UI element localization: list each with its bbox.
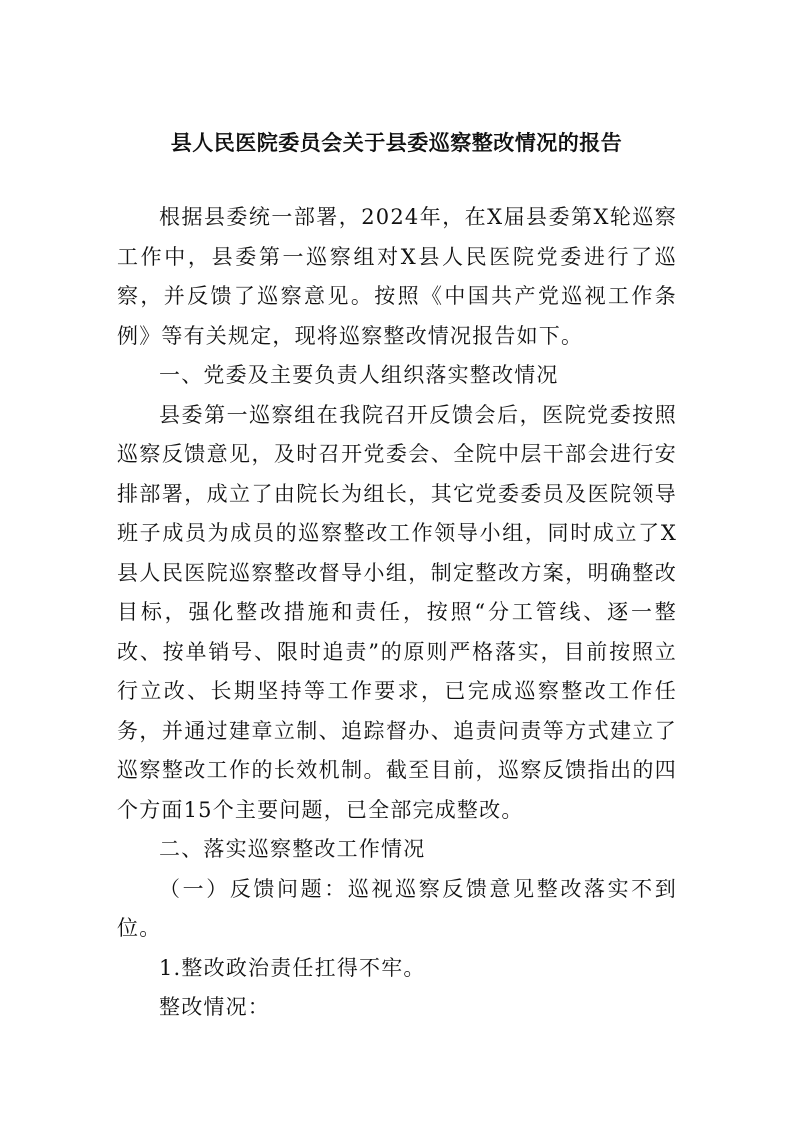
document-body: [117, 198, 677, 1028]
item-heading-1: 1.整改政治责任扛得不牢。: [159, 955, 426, 980]
subsection-heading-1: （一）反馈问题：巡视巡察反馈意见整改落实不到位。: [117, 876, 677, 940]
paragraph-section-1: 县委第一巡察组在我院召开反馈会后，医院党委按照巡察反馈意见，及时召开党委会、全院中层干部会进行安排部署，成立了由院长为组长，其它党委委员及医院领导班子成员为成员的巡察整改工作领导小组，同时成立了X县人民医院巡察整改督导小组，制定整改方案，明确整改目标，强化整改措施和责任，按照“分工管线、逐一整改、按单销号、限时追责”的原则严格落实，目前按照立行立改、长期坚持等工作要求，已完成巡察整改工作任务，并通过建章立制、追踪督办、追责问责等方式建立了巡察整改工作的长效机制。截至目前，巡察反馈指出的四个方面15个主要问题，已全部完成整改。: [117, 402, 677, 822]
section-heading-2: 二、落实巡察整改工作情况: [159, 837, 426, 861]
section-heading-1: 一、党委及主要负责人组织落实整改情况: [159, 363, 559, 387]
paragraph-intro: 根据县委统一部署，2024年，在X届县委第X轮巡察工作中，县委第一巡察组对X县人民医院党委进行了巡察，并反馈了巡察意见。按照《中国共产党巡视工作条例》等有关规定，现将巡察整改情况报告如下。: [117, 205, 677, 348]
status-label: 整改情况：: [159, 995, 270, 1019]
document-title: 县人民医院委员会关于县委巡察整改情况的报告: [170, 130, 623, 155]
